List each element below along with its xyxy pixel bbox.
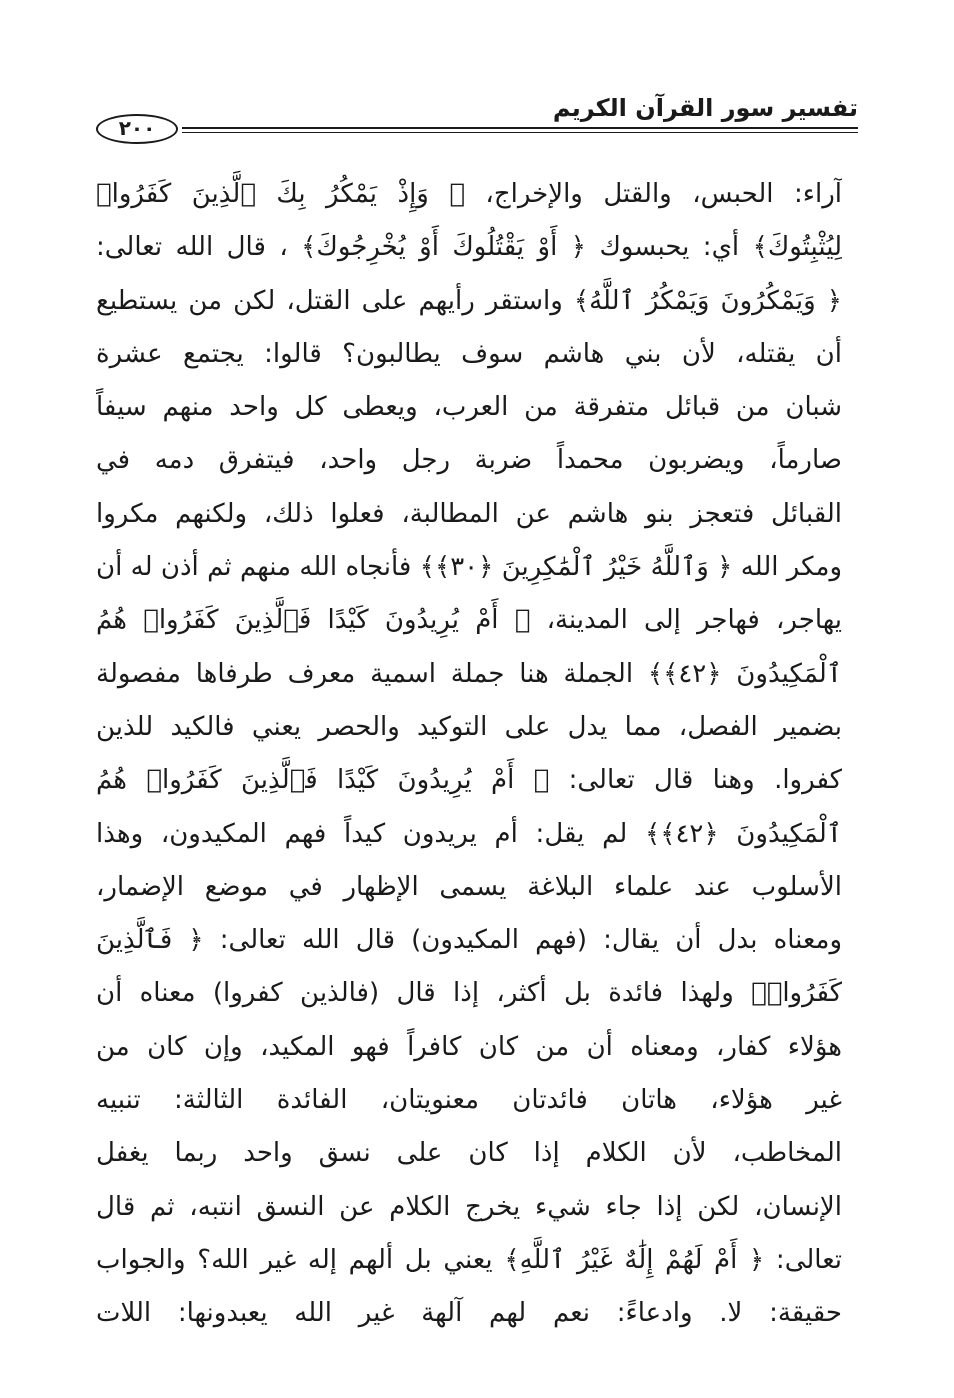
text-line: لِيُثْبِتُوكَ﴾ أي: يحبسوك ﴿ أَوْ يَقْتُلُوكَ أَوْ يُخْرِجُوكَ﴾ ، قال الله تعالى: xyxy=(96,232,842,263)
book-title: تفسير سور القرآن الكريم xyxy=(552,94,858,122)
text-line: هؤلاء كفار، ومعناه أن من كان كافراً فهو المكيد، وإن كان من xyxy=(96,1031,842,1062)
page-number-badge: ٢٠٠ xyxy=(96,114,178,144)
text-line: شبان من قبائل متفرقة من العرب، ويعطى كل واحد منهم سيفاً xyxy=(96,392,842,423)
text-line: غير هؤلاء، هاتان فائدتان معنويتان، الفائدة الثالثة: تنبيه xyxy=(96,1085,842,1116)
body-text xyxy=(96,168,842,1341)
text-line: ومكر الله ﴿ وَٱللَّهُ خَيْرُ ٱلْمَٰكِرِينَ ﴿٣٠﴾﴾ فأنجاه الله منهم ثم أذن له أن xyxy=(96,552,842,583)
text-line: ٱلْمَكِيدُونَ ﴿٤٢﴾﴾ لم يقل: أم يريدون كيداً فهم المكيدون، وهذا xyxy=(96,818,842,849)
header-rule xyxy=(182,127,858,133)
text-line: ﴿ وَيَمْكُرُونَ وَيَمْكُرُ ٱللَّهُ﴾ واستقر رأيهم على القتل، لكن من يستطيع xyxy=(96,285,842,316)
text-line: المخاطب، لأن الكلام إذا كان على نسق واحد ربما يغفل xyxy=(96,1138,842,1169)
text-line: أن يقتله، لأن بني هاشم سوف يطالبون؟ قالوا: يجتمع عشرة xyxy=(96,338,842,369)
text-line: تعالى: ﴿ أَمْ لَهُمْ إِلَٰهٌ غَيْرُ ٱللَّهِ﴾ يعني بل ألهم إله غير الله؟ والجواب xyxy=(96,1244,842,1275)
text-line: بضمير الفصل، مما يدل على التوكيد والحصر يعني فالكيد للذين xyxy=(96,711,842,742)
text-line: آراء: الحبس، والقتل والإخراج، ﴿ وَإِذْ يَمْكُرُ بِكَ ٱلَّذِينَ كَفَرُوا۟ xyxy=(96,179,842,209)
text-line: حقيقة: لا. وادعاءً: نعم لهم آلهة غير الله يعبدونها: اللات xyxy=(96,1298,842,1329)
text-line: ٱلْمَكِيدُونَ ﴿٤٢﴾﴾ الجملة هنا جملة اسمية معرف طرفاها مفصولة xyxy=(96,658,842,689)
text-line: الإنسان، لكن إذا جاء شيء يخرج الكلام عن النسق انتبه، ثم قال xyxy=(96,1191,842,1222)
text-line: كفروا. وهنا قال تعالى: ﴿ أَمْ يُرِيدُونَ كَيْدًا فَٱلَّذِينَ كَفَرُوا۟ هُمُ xyxy=(96,765,842,796)
running-header xyxy=(96,84,858,154)
text-line: الأسلوب عند علماء البلاغة يسمى الإظهار في موضع الإضمار، xyxy=(96,871,842,902)
text-line: يهاجر، فهاجر إلى المدينة، ﴿ أَمْ يُرِيدُونَ كَيْدًا فَٱلَّذِينَ كَفَرُوا۟ هُمُ xyxy=(96,605,842,636)
text-line: صارماً، ويضربون محمداً ضربة رجل واحد، فيتفرق دمه في xyxy=(96,445,842,476)
text-line: ومعناه بدل أن يقال: (فهم المكيدون) قال الله تعالى: ﴿ فَٱلَّذِينَ xyxy=(96,925,842,956)
text-line: كَفَرُوا۟﴾ ولهذا فائدة بل أكثر، إذا قال (فالذين كفروا) معناه أن xyxy=(96,978,842,1009)
text-line: القبائل فتعجز بنو هاشم عن المطالبة، فعلوا ذلك، ولكنهم مكروا xyxy=(96,498,842,529)
